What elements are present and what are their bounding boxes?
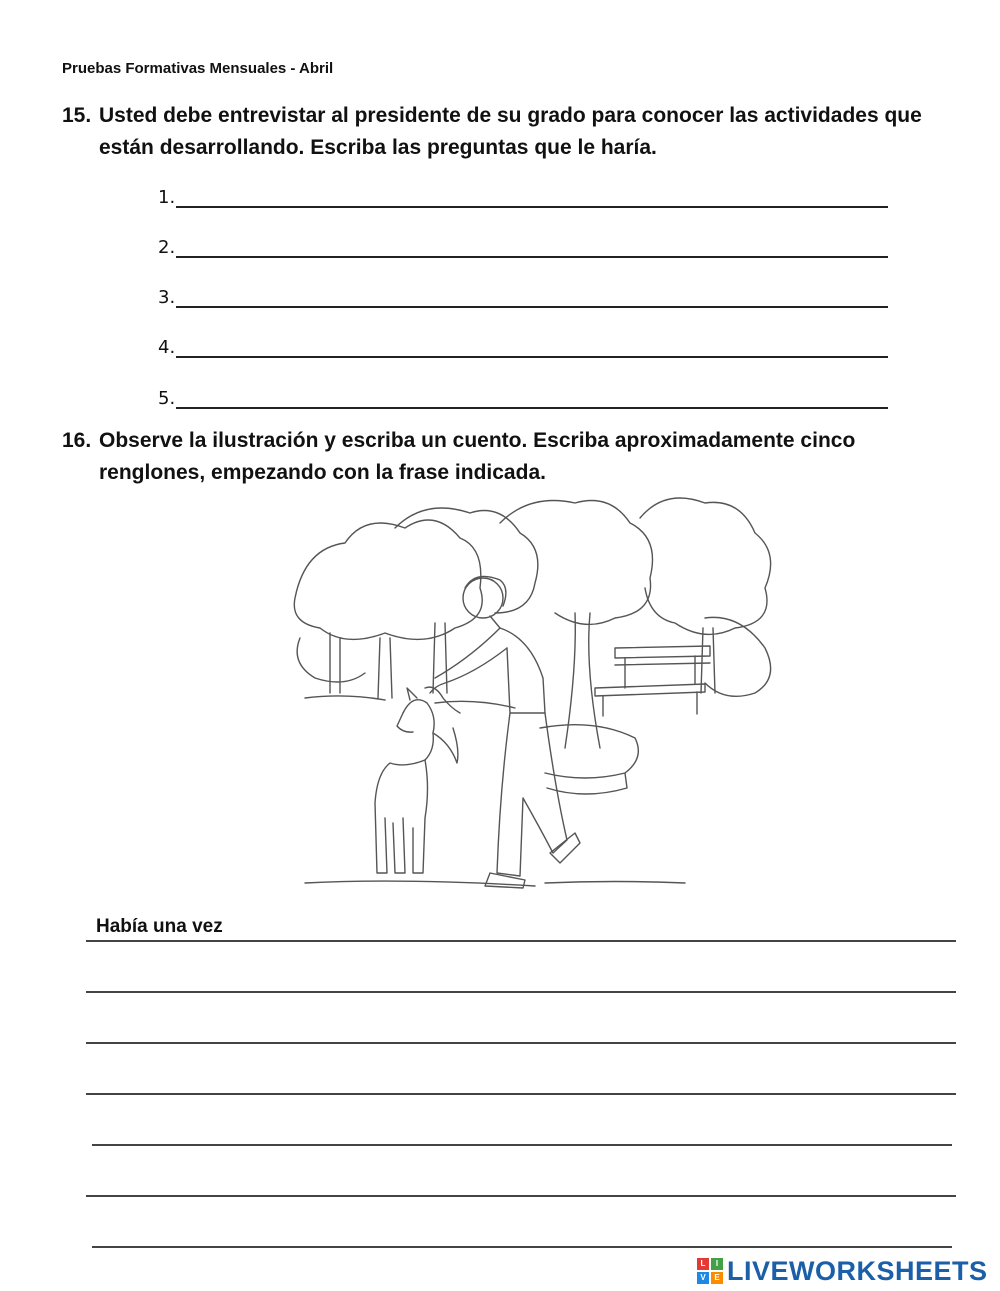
answer-number: 1. <box>158 187 176 208</box>
story-start-phrase: Había una vez <box>96 916 223 937</box>
park-illustration <box>285 488 785 900</box>
logo-block: I <box>711 1258 723 1270</box>
question-15-number: 15. <box>62 104 92 127</box>
answer-row-2[interactable] <box>158 228 888 258</box>
story-line-7[interactable] <box>92 1246 952 1248</box>
question-16-line-1: Observe la ilustración y escriba un cuento. Escriba aproximadamente cinco <box>99 429 856 452</box>
answer-number: 5. <box>158 388 176 409</box>
question-15-line-2: están desarrollando. Escriba las preguntas que le haría. <box>99 136 657 159</box>
question-16-number: 16. <box>62 429 92 452</box>
logo-block: E <box>711 1272 723 1284</box>
page-header: Pruebas Formativas Mensuales - Abril <box>62 60 334 77</box>
answer-line[interactable] <box>176 407 888 409</box>
question-16-line-2: renglones, empezando con la frase indicada. <box>99 461 546 484</box>
answer-row-5[interactable] <box>158 379 888 409</box>
story-line-3[interactable] <box>86 1042 956 1044</box>
answer-line[interactable] <box>176 306 888 308</box>
answer-number: 4. <box>158 337 176 358</box>
logo-block: L <box>697 1258 709 1270</box>
answer-line[interactable] <box>176 256 888 258</box>
logo-text: LIVEWORKSHEETS <box>727 1255 988 1286</box>
answer-row-1[interactable] <box>158 178 888 208</box>
answer-number: 3. <box>158 287 176 308</box>
story-line-2[interactable] <box>86 991 956 993</box>
answer-line[interactable] <box>176 356 888 358</box>
question-15-line-1: Usted debe entrevistar al presidente de su grado para conocer las actividades que <box>99 104 922 127</box>
liveworksheets-logo <box>697 1256 988 1286</box>
answer-line[interactable] <box>176 206 888 208</box>
story-line-4[interactable] <box>86 1093 956 1095</box>
story-line-5[interactable] <box>92 1144 952 1146</box>
answer-number: 2. <box>158 237 176 258</box>
answer-row-3[interactable] <box>158 278 888 308</box>
answer-row-4[interactable] <box>158 328 888 358</box>
story-line-6[interactable] <box>86 1195 956 1197</box>
logo-block: V <box>697 1272 709 1284</box>
logo-blocks-icon <box>697 1258 723 1284</box>
story-line-1[interactable] <box>86 940 956 942</box>
